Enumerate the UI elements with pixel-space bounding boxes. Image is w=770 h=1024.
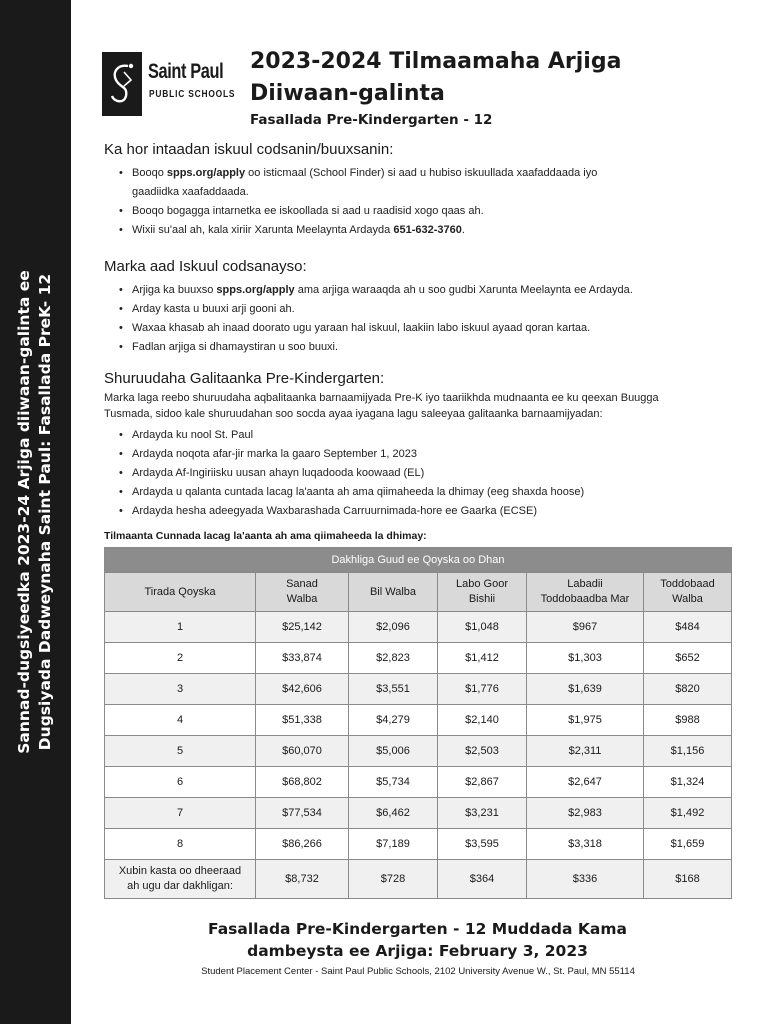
household-size-cell: 4: [105, 705, 256, 736]
column-header: Tirada Qoyska: [105, 573, 256, 612]
income-cell: $60,070: [256, 736, 349, 767]
income-cell: $820: [644, 674, 732, 705]
column-header: Sanad Walba: [256, 573, 349, 612]
logo-mark-icon: [102, 52, 142, 116]
list-item: • Wixii su'aal ah, kala xiriir Xarunta Meelaynta Ardayda 651-632-3760.: [132, 221, 732, 240]
application-deadline: Fasallada Pre-Kindergarten - 12 Muddada Kama dambeysta ee Arjiga: February 3, 2023: [208, 920, 627, 960]
household-size-cell: Xubin kasta oo dheeraad ah ugu dar dakhligan:: [105, 860, 256, 899]
household-size-cell: 2: [105, 643, 256, 674]
income-cell: $77,534: [256, 798, 349, 829]
income-cell: $6,462: [349, 798, 438, 829]
table-body: [105, 612, 732, 899]
income-cell: $967: [527, 612, 644, 643]
link-spps-apply: spps.org/apply: [166, 167, 246, 179]
income-cell: $1,975: [527, 705, 644, 736]
column-header: Bil Walba: [349, 573, 438, 612]
household-size-cell: 7: [105, 798, 256, 829]
income-cell: $68,802: [256, 767, 349, 798]
section-heading: Ka hor intaadan iskuul codsanin/buuxsanin:: [104, 141, 394, 158]
sidebar-title-line2: Dugsiyada Dadweynaha Saint Paul: Fasallada PreK- 12: [36, 273, 54, 751]
income-cell: $7,189: [349, 829, 438, 860]
income-cell: $5,734: [349, 767, 438, 798]
table-row: [105, 798, 732, 829]
before-list: [104, 164, 732, 240]
income-cell: $2,096: [349, 612, 438, 643]
logo-subtext: PUBLIC SCHOOLS: [149, 88, 236, 100]
income-cell: $42,606: [256, 674, 349, 705]
income-cell: $2,983: [527, 798, 644, 829]
eligibility-intro: Marka laga reebo shuruudaha aqbalitaanka barnaamijyada Pre-K iyo taariikhda mudnaanta ee ku qeexan Buugga Tusmada, sidoo kale shuruudahan soo socda ayaa iyagana lagu saleeyaa galitaanka barnaamijyadan:: [104, 392, 659, 420]
income-cell: $25,142: [256, 612, 349, 643]
page-title: [250, 46, 621, 110]
income-cell: $484: [644, 612, 732, 643]
list-item: • Arjiga ka buuxso spps.org/apply ama arjiga waraaqda ah u soo gudbi Xarunta Meelaynta ee Ardayda.: [132, 281, 732, 300]
income-cell: $168: [644, 860, 732, 899]
section-before-applying: [104, 141, 732, 240]
list-item: • Booqo spps.org/apply oo isticmaal (School Finder) si aad u hubiso iskuullada xaafaddaada iyo: [132, 164, 732, 183]
income-cell: $2,140: [438, 705, 527, 736]
list-item: • Arday kasta u buuxi arji gooni ah.: [132, 300, 732, 319]
page-title-line1: 2023-2024 Tilmaamaha Arjiga: [250, 49, 622, 74]
list-item: • Waxaa khasab ah inaad doorato ugu yaraan hal iskuul, laakiin labo iskuul ayaad qoran kartaa.: [132, 319, 732, 338]
income-cell: $988: [644, 705, 732, 736]
footer-address: Student Placement Center - Saint Paul Public Schools, 2102 University Avenue W., St. Paul, MN 55114: [201, 966, 635, 977]
table-header-row: [105, 573, 732, 612]
table-row: [105, 643, 732, 674]
income-cell: $336: [527, 860, 644, 899]
column-header: Toddobaad Walba: [644, 573, 732, 612]
page-title-line2: Diiwaan-galinta: [250, 81, 445, 106]
income-cell: $3,551: [349, 674, 438, 705]
sidebar: [0, 0, 71, 1024]
section-when-applying: [104, 258, 732, 357]
income-cell: $1,412: [438, 643, 527, 674]
eligibility-list: [104, 426, 732, 521]
income-cell: $652: [644, 643, 732, 674]
income-cell: $1,639: [527, 674, 644, 705]
income-cell: $86,266: [256, 829, 349, 860]
household-size-cell: 6: [105, 767, 256, 798]
list-item: • Ardayda hesha adeegyada Waxbarashada Carruurnimada-hore ee Gaarka (ECSE): [132, 502, 732, 521]
income-cell: $1,776: [438, 674, 527, 705]
apply-list: [104, 281, 732, 357]
logo-text: Saint Paul: [148, 60, 224, 83]
list-item: • Ardayda noqota afar-jir marka la gaaro September 1, 2023: [132, 445, 732, 464]
list-item: • Fadlan arjiga si dhamaystiran u soo buuxi.: [132, 338, 732, 357]
income-cell: $2,503: [438, 736, 527, 767]
household-size-cell: 8: [105, 829, 256, 860]
table-row: [105, 705, 732, 736]
income-guidelines-table: [104, 547, 732, 899]
phone-number: 651-632-3760: [393, 224, 462, 236]
household-size-cell: 3: [105, 674, 256, 705]
page-subtitle: Fasallada Pre-Kindergarten - 12: [250, 112, 493, 128]
table-row: [105, 860, 732, 899]
household-size-cell: 1: [105, 612, 256, 643]
income-cell: $1,324: [644, 767, 732, 798]
income-cell: $1,048: [438, 612, 527, 643]
income-cell: $364: [438, 860, 527, 899]
sidebar-title-line1: Sannad-dugsiyeedka 2023-24 Arjiga diiwaan-galinta ee: [15, 270, 33, 754]
list-item: • Booqo bogagga intarnetka ee iskoollada si aad u raadisid xogo qaas ah.: [132, 202, 732, 221]
income-cell: $33,874: [256, 643, 349, 674]
link-spps-apply: spps.org/apply: [216, 284, 295, 296]
income-cell: $8,732: [256, 860, 349, 899]
table-row: [105, 612, 732, 643]
income-cell: $3,595: [438, 829, 527, 860]
income-cell: $3,318: [527, 829, 644, 860]
income-cell: $2,867: [438, 767, 527, 798]
list-item: • Ardayda Af-Ingiriisku uusan ahayn luqadooda koowaad (EL): [132, 464, 732, 483]
list-item: • Ardayda u qalanta cuntada lacag la'aanta ah ama qiimaheeda la dhimay (eeg shaxda hoose): [132, 483, 732, 502]
table-row: [105, 829, 732, 860]
table-row: [105, 767, 732, 798]
list-item: • Ardayda ku nool St. Paul: [132, 426, 732, 445]
income-cell: $5,006: [349, 736, 438, 767]
income-cell: $1,303: [527, 643, 644, 674]
income-cell: $3,231: [438, 798, 527, 829]
income-cell: $2,311: [527, 736, 644, 767]
column-header: Labadii Toddobaadba Mar: [527, 573, 644, 612]
income-cell: $1,156: [644, 736, 732, 767]
income-cell: $2,647: [527, 767, 644, 798]
income-cell: $51,338: [256, 705, 349, 736]
household-size-cell: 5: [105, 736, 256, 767]
section-heading: Marka aad Iskuul codsanayso:: [104, 258, 307, 275]
income-cell: $2,823: [349, 643, 438, 674]
column-header: Labo Goor Bishii: [438, 573, 527, 612]
section-eligibility: [104, 370, 732, 521]
section-heading: Shuruudaha Galitaanka Pre-Kindergarten:: [104, 370, 385, 387]
table-caption: Tilmaanta Cunnada lacag la'aanta ah ama qiimaheeda la dhimay:: [104, 530, 427, 542]
income-cell: $1,659: [644, 829, 732, 860]
income-cell: $728: [349, 860, 438, 899]
income-cell: $1,492: [644, 798, 732, 829]
table-row: [105, 674, 732, 705]
saint-paul-logo: [102, 52, 236, 118]
list-item-continuation: gaadiidka xaafaddaada.: [132, 186, 249, 198]
table-group-header: Dakhliga Guud ee Qoyska oo Dhan: [105, 548, 732, 573]
table-group-header-row: [105, 548, 732, 573]
income-cell: $4,279: [349, 705, 438, 736]
sidebar-title: [14, 270, 56, 754]
table-row: [105, 736, 732, 767]
